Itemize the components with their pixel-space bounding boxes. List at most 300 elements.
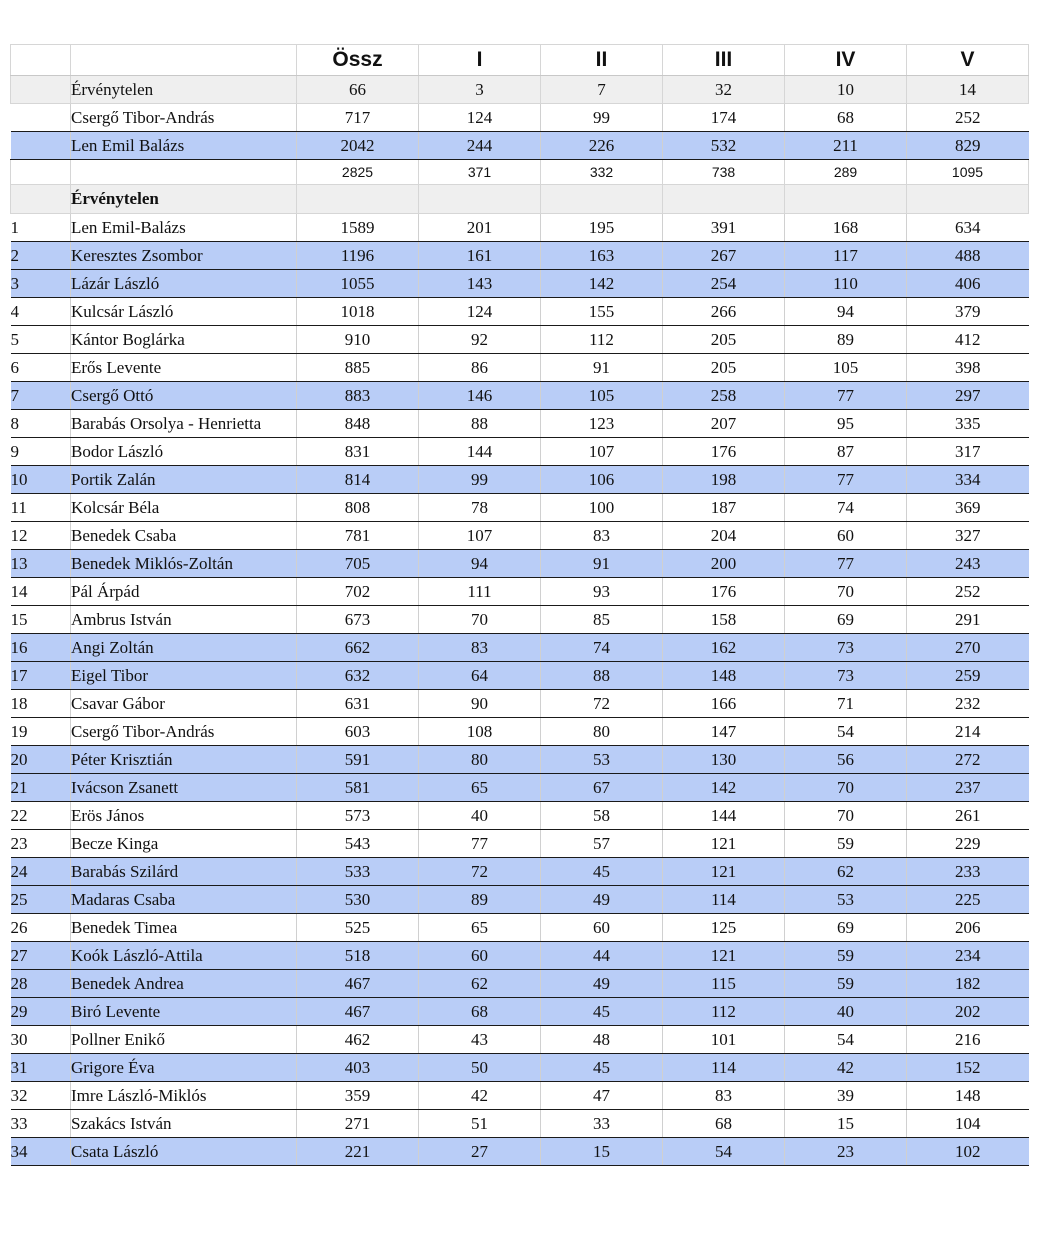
vote-value: 73 xyxy=(785,662,907,690)
vote-value: 121 xyxy=(663,830,785,858)
vote-value: 166 xyxy=(663,690,785,718)
table-row xyxy=(11,634,1029,662)
summary-value: 211 xyxy=(785,132,907,160)
vote-value: 102 xyxy=(907,1138,1029,1166)
vote-value: 90 xyxy=(419,690,541,718)
candidate-name: Ambrus István xyxy=(71,606,297,634)
vote-value: 85 xyxy=(541,606,663,634)
row-index: 23 xyxy=(11,830,71,858)
vote-value: 198 xyxy=(663,466,785,494)
table-row xyxy=(11,886,1029,914)
vote-value: 70 xyxy=(785,578,907,606)
vote-value: 65 xyxy=(419,774,541,802)
row-index: 27 xyxy=(11,942,71,970)
table-row xyxy=(11,550,1029,578)
vote-value: 47 xyxy=(541,1082,663,1110)
vote-value: 62 xyxy=(419,970,541,998)
summary-value: 244 xyxy=(419,132,541,160)
vote-value: 72 xyxy=(541,690,663,718)
vote-value: 106 xyxy=(541,466,663,494)
summary-value: 829 xyxy=(907,132,1029,160)
vote-value: 1196 xyxy=(297,242,419,270)
vote-value: 117 xyxy=(785,242,907,270)
table-row xyxy=(11,522,1029,550)
vote-value: 403 xyxy=(297,1054,419,1082)
vote-value: 591 xyxy=(297,746,419,774)
vote-value: 83 xyxy=(663,1082,785,1110)
vote-value: 121 xyxy=(663,858,785,886)
vote-value: 68 xyxy=(663,1110,785,1138)
candidate-name: Ivácson Zsanett xyxy=(71,774,297,802)
row-index: 33 xyxy=(11,1110,71,1138)
vote-value: 115 xyxy=(663,970,785,998)
summary-value: 10 xyxy=(785,76,907,104)
table-row xyxy=(11,1138,1029,1166)
candidate-name: Csergő Tibor-András xyxy=(71,718,297,746)
section-blank xyxy=(11,185,71,214)
vote-value: 1055 xyxy=(297,270,419,298)
summary-value: 532 xyxy=(663,132,785,160)
row-index: 29 xyxy=(11,998,71,1026)
row-index: 7 xyxy=(11,382,71,410)
vote-value: 379 xyxy=(907,298,1029,326)
vote-value: 42 xyxy=(785,1054,907,1082)
row-index: 5 xyxy=(11,326,71,354)
vote-value: 543 xyxy=(297,830,419,858)
vote-value: 69 xyxy=(785,914,907,942)
vote-value: 53 xyxy=(541,746,663,774)
vote-value: 603 xyxy=(297,718,419,746)
vote-value: 412 xyxy=(907,326,1029,354)
vote-value: 233 xyxy=(907,858,1029,886)
section-blank xyxy=(663,185,785,214)
vote-value: 187 xyxy=(663,494,785,522)
vote-value: 525 xyxy=(297,914,419,942)
table-row xyxy=(11,270,1029,298)
table-row xyxy=(11,438,1029,466)
table-row xyxy=(11,1026,1029,1054)
vote-value: 58 xyxy=(541,802,663,830)
vote-value: 297 xyxy=(907,382,1029,410)
vote-value: 91 xyxy=(541,354,663,382)
candidate-name: Benedek Andrea xyxy=(71,970,297,998)
vote-value: 158 xyxy=(663,606,785,634)
section-title: Érvénytelen xyxy=(71,185,297,214)
vote-value: 40 xyxy=(419,802,541,830)
vote-value: 518 xyxy=(297,942,419,970)
candidate-name: Benedek Miklós-Zoltán xyxy=(71,550,297,578)
row-index: 11 xyxy=(11,494,71,522)
vote-value: 60 xyxy=(419,942,541,970)
vote-value: 662 xyxy=(297,634,419,662)
row-index: 12 xyxy=(11,522,71,550)
vote-value: 50 xyxy=(419,1054,541,1082)
total-value: 2825 xyxy=(297,160,419,185)
vote-value: 39 xyxy=(785,1082,907,1110)
vote-value: 201 xyxy=(419,214,541,242)
table-row xyxy=(11,1110,1029,1138)
section-blank xyxy=(907,185,1029,214)
vote-value: 59 xyxy=(785,830,907,858)
vote-value: 105 xyxy=(785,354,907,382)
summary-value: 7 xyxy=(541,76,663,104)
results-table xyxy=(10,44,1029,1166)
vote-value: 101 xyxy=(663,1026,785,1054)
row-index: 17 xyxy=(11,662,71,690)
vote-value: 44 xyxy=(541,942,663,970)
section-header-row xyxy=(11,185,1029,214)
vote-value: 124 xyxy=(419,298,541,326)
vote-value: 56 xyxy=(785,746,907,774)
row-index: 19 xyxy=(11,718,71,746)
vote-value: 205 xyxy=(663,326,785,354)
summary-row xyxy=(11,76,1029,104)
summary-value: 68 xyxy=(785,104,907,132)
candidate-name: Koók László-Attila xyxy=(71,942,297,970)
vote-value: 144 xyxy=(419,438,541,466)
table-row xyxy=(11,830,1029,858)
vote-value: 99 xyxy=(419,466,541,494)
vote-value: 148 xyxy=(663,662,785,690)
vote-value: 632 xyxy=(297,662,419,690)
candidate-name: Barabás Orsolya - Henrietta xyxy=(71,410,297,438)
vote-value: 673 xyxy=(297,606,419,634)
candidate-name: Angi Zoltán xyxy=(71,634,297,662)
candidate-name: Keresztes Zsombor xyxy=(71,242,297,270)
total-value: 371 xyxy=(419,160,541,185)
row-index: 2 xyxy=(11,242,71,270)
summary-value: 32 xyxy=(663,76,785,104)
vote-value: 112 xyxy=(541,326,663,354)
candidate-name: Len Emil-Balázs xyxy=(71,214,297,242)
vote-value: 237 xyxy=(907,774,1029,802)
row-index-cell xyxy=(11,132,71,160)
row-index-cell xyxy=(11,104,71,132)
row-index-cell xyxy=(11,76,71,104)
vote-value: 155 xyxy=(541,298,663,326)
summary-value: 66 xyxy=(297,76,419,104)
header-cell-name xyxy=(71,45,297,76)
vote-value: 87 xyxy=(785,438,907,466)
vote-value: 232 xyxy=(907,690,1029,718)
vote-value: 92 xyxy=(419,326,541,354)
vote-value: 67 xyxy=(541,774,663,802)
vote-value: 142 xyxy=(663,774,785,802)
vote-value: 89 xyxy=(785,326,907,354)
vote-value: 467 xyxy=(297,998,419,1026)
vote-value: 42 xyxy=(419,1082,541,1110)
vote-value: 83 xyxy=(541,522,663,550)
summary-name: Csergő Tibor-András xyxy=(71,104,297,132)
vote-value: 89 xyxy=(419,886,541,914)
vote-value: 214 xyxy=(907,718,1029,746)
vote-value: 143 xyxy=(419,270,541,298)
candidate-name: Csavar Gábor xyxy=(71,690,297,718)
table-row xyxy=(11,970,1029,998)
table-row xyxy=(11,802,1029,830)
row-index: 8 xyxy=(11,410,71,438)
table-row xyxy=(11,326,1029,354)
vote-value: 94 xyxy=(419,550,541,578)
table-row xyxy=(11,242,1029,270)
vote-value: 1018 xyxy=(297,298,419,326)
candidate-name: Csata László xyxy=(71,1138,297,1166)
vote-value: 45 xyxy=(541,1054,663,1082)
vote-value: 831 xyxy=(297,438,419,466)
summary-value: 717 xyxy=(297,104,419,132)
candidate-name: Imre László-Miklós xyxy=(71,1082,297,1110)
candidate-name: Pollner Enikő xyxy=(71,1026,297,1054)
candidate-name: Csergő Ottó xyxy=(71,382,297,410)
vote-value: 45 xyxy=(541,858,663,886)
vote-value: 327 xyxy=(907,522,1029,550)
vote-value: 114 xyxy=(663,1054,785,1082)
vote-value: 270 xyxy=(907,634,1029,662)
vote-value: 148 xyxy=(907,1082,1029,1110)
candidate-name: Benedek Csaba xyxy=(71,522,297,550)
vote-value: 77 xyxy=(785,550,907,578)
vote-value: 23 xyxy=(785,1138,907,1166)
vote-value: 144 xyxy=(663,802,785,830)
vote-value: 15 xyxy=(785,1110,907,1138)
table-row xyxy=(11,662,1029,690)
vote-value: 391 xyxy=(663,214,785,242)
table-row xyxy=(11,690,1029,718)
vote-value: 261 xyxy=(907,802,1029,830)
row-index: 26 xyxy=(11,914,71,942)
vote-value: 808 xyxy=(297,494,419,522)
vote-value: 54 xyxy=(785,718,907,746)
candidate-name: Eigel Tibor xyxy=(71,662,297,690)
summary-row xyxy=(11,104,1029,132)
vote-value: 533 xyxy=(297,858,419,886)
candidate-name: Erös János xyxy=(71,802,297,830)
vote-value: 258 xyxy=(663,382,785,410)
row-index: 24 xyxy=(11,858,71,886)
vote-value: 1589 xyxy=(297,214,419,242)
vote-value: 40 xyxy=(785,998,907,1026)
vote-value: 73 xyxy=(785,634,907,662)
vote-value: 88 xyxy=(541,662,663,690)
vote-value: 207 xyxy=(663,410,785,438)
candidate-name: Pál Árpád xyxy=(71,578,297,606)
candidate-name: Grigore Éva xyxy=(71,1054,297,1082)
vote-value: 195 xyxy=(541,214,663,242)
candidate-name: Bodor László xyxy=(71,438,297,466)
candidate-name: Biró Levente xyxy=(71,998,297,1026)
vote-value: 77 xyxy=(785,382,907,410)
summary-value: 14 xyxy=(907,76,1029,104)
section-blank xyxy=(297,185,419,214)
summary-value: 174 xyxy=(663,104,785,132)
vote-value: 359 xyxy=(297,1082,419,1110)
summary-row xyxy=(11,132,1029,160)
vote-value: 112 xyxy=(663,998,785,1026)
vote-value: 70 xyxy=(419,606,541,634)
vote-value: 910 xyxy=(297,326,419,354)
vote-value: 88 xyxy=(419,410,541,438)
section-blank xyxy=(419,185,541,214)
vote-value: 74 xyxy=(785,494,907,522)
summary-value: 2042 xyxy=(297,132,419,160)
vote-value: 91 xyxy=(541,550,663,578)
row-index: 15 xyxy=(11,606,71,634)
vote-value: 48 xyxy=(541,1026,663,1054)
vote-value: 267 xyxy=(663,242,785,270)
total-value: 1095 xyxy=(907,160,1029,185)
summary-value: 124 xyxy=(419,104,541,132)
vote-value: 252 xyxy=(907,578,1029,606)
vote-value: 54 xyxy=(785,1026,907,1054)
vote-value: 65 xyxy=(419,914,541,942)
vote-value: 462 xyxy=(297,1026,419,1054)
vote-value: 121 xyxy=(663,942,785,970)
vote-value: 72 xyxy=(419,858,541,886)
vote-value: 848 xyxy=(297,410,419,438)
table-row xyxy=(11,774,1029,802)
vote-value: 83 xyxy=(419,634,541,662)
vote-value: 147 xyxy=(663,718,785,746)
vote-value: 702 xyxy=(297,578,419,606)
vote-value: 369 xyxy=(907,494,1029,522)
vote-value: 162 xyxy=(663,634,785,662)
vote-value: 111 xyxy=(419,578,541,606)
table-row xyxy=(11,1054,1029,1082)
vote-value: 146 xyxy=(419,382,541,410)
table-row xyxy=(11,1082,1029,1110)
row-index: 31 xyxy=(11,1054,71,1082)
vote-value: 59 xyxy=(785,970,907,998)
row-index: 14 xyxy=(11,578,71,606)
header-cell-iii: III xyxy=(663,45,785,76)
vote-value: 54 xyxy=(663,1138,785,1166)
summary-value: 3 xyxy=(419,76,541,104)
vote-value: 216 xyxy=(907,1026,1029,1054)
vote-value: 49 xyxy=(541,970,663,998)
vote-value: 317 xyxy=(907,438,1029,466)
vote-value: 107 xyxy=(541,438,663,466)
vote-value: 60 xyxy=(541,914,663,942)
vote-value: 168 xyxy=(785,214,907,242)
row-index: 32 xyxy=(11,1082,71,1110)
candidate-name: Portik Zalán xyxy=(71,466,297,494)
table-row xyxy=(11,410,1029,438)
vote-value: 176 xyxy=(663,578,785,606)
vote-value: 243 xyxy=(907,550,1029,578)
vote-value: 229 xyxy=(907,830,1029,858)
row-index: 18 xyxy=(11,690,71,718)
section-blank xyxy=(785,185,907,214)
vote-value: 182 xyxy=(907,970,1029,998)
section-blank xyxy=(541,185,663,214)
vote-value: 93 xyxy=(541,578,663,606)
vote-value: 71 xyxy=(785,690,907,718)
vote-value: 634 xyxy=(907,214,1029,242)
vote-value: 77 xyxy=(419,830,541,858)
summary-value: 252 xyxy=(907,104,1029,132)
vote-value: 64 xyxy=(419,662,541,690)
total-value: 332 xyxy=(541,160,663,185)
candidate-name: Barabás Szilárd xyxy=(71,858,297,886)
row-index: 13 xyxy=(11,550,71,578)
vote-value: 200 xyxy=(663,550,785,578)
vote-value: 100 xyxy=(541,494,663,522)
vote-value: 291 xyxy=(907,606,1029,634)
vote-value: 110 xyxy=(785,270,907,298)
vote-value: 51 xyxy=(419,1110,541,1138)
table-row xyxy=(11,718,1029,746)
row-index: 16 xyxy=(11,634,71,662)
row-index: 28 xyxy=(11,970,71,998)
summary-value: 226 xyxy=(541,132,663,160)
table-row xyxy=(11,298,1029,326)
table-row xyxy=(11,606,1029,634)
vote-value: 53 xyxy=(785,886,907,914)
candidate-name: Erős Levente xyxy=(71,354,297,382)
row-index: 30 xyxy=(11,1026,71,1054)
vote-value: 15 xyxy=(541,1138,663,1166)
vote-value: 271 xyxy=(297,1110,419,1138)
table-row xyxy=(11,998,1029,1026)
header-cell-v: V xyxy=(907,45,1029,76)
table-row xyxy=(11,354,1029,382)
header-row xyxy=(11,45,1029,76)
vote-value: 202 xyxy=(907,998,1029,1026)
vote-value: 883 xyxy=(297,382,419,410)
total-value: 289 xyxy=(785,160,907,185)
vote-value: 259 xyxy=(907,662,1029,690)
vote-value: 225 xyxy=(907,886,1029,914)
vote-value: 204 xyxy=(663,522,785,550)
vote-value: 142 xyxy=(541,270,663,298)
vote-value: 78 xyxy=(419,494,541,522)
vote-value: 57 xyxy=(541,830,663,858)
row-index: 6 xyxy=(11,354,71,382)
vote-value: 205 xyxy=(663,354,785,382)
summary-name: Érvénytelen xyxy=(71,76,297,104)
vote-value: 406 xyxy=(907,270,1029,298)
row-index: 4 xyxy=(11,298,71,326)
totals-row xyxy=(11,160,1029,185)
candidate-name: Kolcsár Béla xyxy=(71,494,297,522)
vote-value: 43 xyxy=(419,1026,541,1054)
vote-value: 108 xyxy=(419,718,541,746)
totals-blank xyxy=(11,160,71,185)
vote-value: 221 xyxy=(297,1138,419,1166)
vote-value: 234 xyxy=(907,942,1029,970)
row-index: 25 xyxy=(11,886,71,914)
candidate-name: Madaras Csaba xyxy=(71,886,297,914)
vote-value: 80 xyxy=(541,718,663,746)
row-index: 9 xyxy=(11,438,71,466)
vote-value: 68 xyxy=(419,998,541,1026)
candidate-name: Kulcsár László xyxy=(71,298,297,326)
vote-value: 104 xyxy=(907,1110,1029,1138)
row-index: 34 xyxy=(11,1138,71,1166)
vote-value: 254 xyxy=(663,270,785,298)
vote-value: 77 xyxy=(785,466,907,494)
row-index: 1 xyxy=(11,214,71,242)
vote-value: 266 xyxy=(663,298,785,326)
vote-value: 488 xyxy=(907,242,1029,270)
vote-value: 59 xyxy=(785,942,907,970)
candidate-name: Benedek Timea xyxy=(71,914,297,942)
table-row xyxy=(11,942,1029,970)
summary-value: 99 xyxy=(541,104,663,132)
vote-value: 62 xyxy=(785,858,907,886)
vote-value: 49 xyxy=(541,886,663,914)
candidate-name: Péter Krisztián xyxy=(71,746,297,774)
